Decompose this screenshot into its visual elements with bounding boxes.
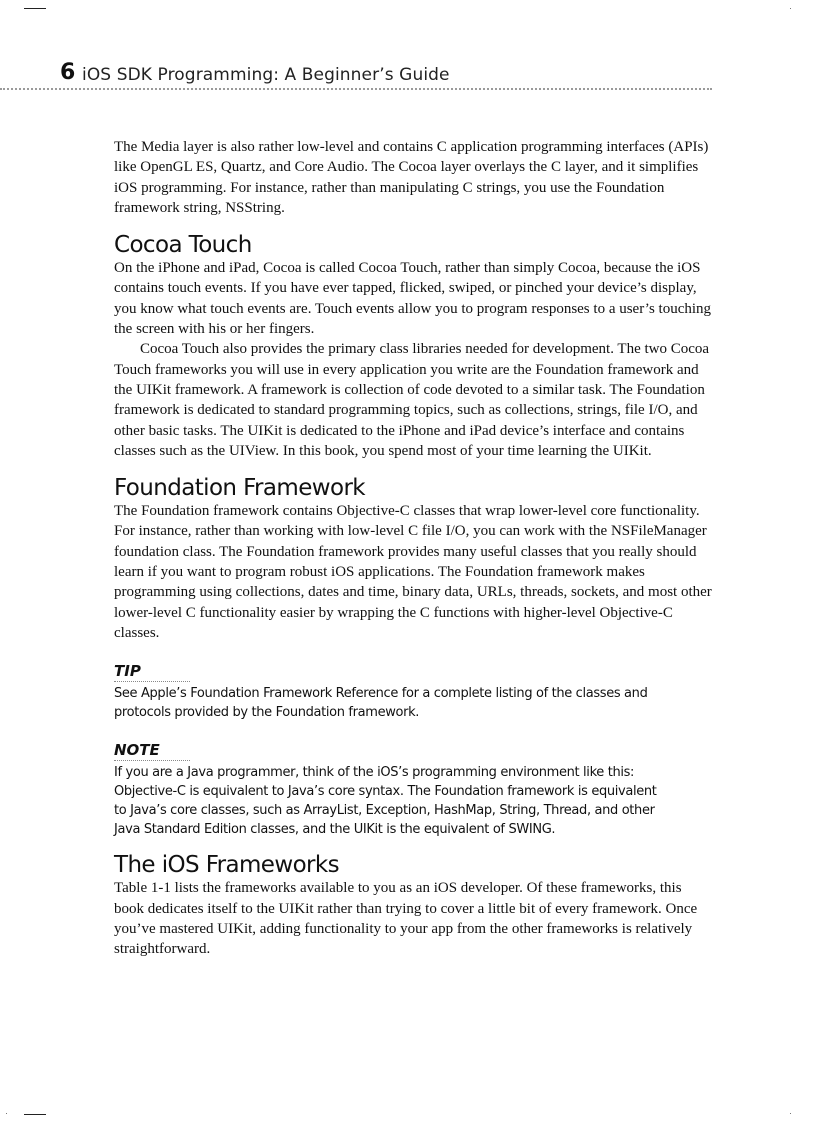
ios-frameworks-paragraph: Table 1-1 lists the frameworks available to you as an iOS developer. Of these frameworks, this book dedicates itself to the UIKit rather than trying to cover a little bit of every framework. Once you’ve mastered UIKit, adding functionality to your app from the other frameworks is relatively straightforward.: [114, 880, 698, 958]
tip-text: [114, 684, 714, 722]
cocoa-touch-paragraph-1: On the iPhone and iPad, Cocoa is called Cocoa Touch, rather than simply Cocoa, because the iOS contains touch events. If you have ever tapped, flicked, swiped, or pinched your device’s display, you know what touch events are. Touch events allow you to program responses to a user’s touching the screen with his or her fingers.: [114, 260, 712, 338]
foundation-paragraph: The Foundation framework contains Objective-C classes that wrap lower-level core functionality. For instance, rather than working with low-level C file I/O, you can work with the NSFileManager foundation class. The Foundation framework provides many useful classes that you really should learn if you want to program robust iOS applications. The Foundation framework makes programming using collections, dates and time, binary data, URLs, threads, sockets, and most other lower-level C functionality easier by wrapping the C functions with higher-level Objective-C classes.: [114, 503, 712, 641]
note-text: [114, 763, 714, 839]
note-line-3: to Java’s core classes, such as ArrayList, Exception, HashMap, String, Thread, and other: [114, 803, 655, 819]
book-title: iOS SDK Programming: A Beginner’s Guide: [82, 65, 450, 85]
tip-line-1: See Apple’s Foundation Framework Reference for a complete listing of the classes and: [114, 686, 648, 702]
tip-rule: [114, 681, 190, 682]
heading-ios-frameworks: The iOS Frameworks: [114, 852, 339, 879]
running-head: [0, 60, 712, 90]
tip-callout: [114, 661, 714, 722]
crop-mark-left-edge: [6, 1113, 7, 1114]
note-label: NOTE: [114, 741, 160, 760]
crop-mark-top-left: [24, 8, 46, 9]
note-line-1: If you are a Java programmer, think of the iOS’s programming environment like this:: [114, 765, 635, 781]
intro-paragraph: The Media layer is also rather low-level and contains C application programming interfaces (APIs) like OpenGL ES, Quartz, and Core Audio. The Cocoa layer overlays the C layer, and it simplifies iOS programming. For instance, rather than manipulating C strings, you use the Foundation framework string, NSString.: [114, 139, 709, 216]
note-line-4: Java Standard Edition classes, and the UIKit is the equivalent of SWING.: [114, 822, 556, 838]
page-content: [114, 137, 714, 959]
tip-label: TIP: [114, 662, 141, 681]
note-callout: [114, 740, 714, 839]
crop-mark-bottom-right: [790, 1113, 791, 1114]
cocoa-touch-paragraph-2: Cocoa Touch also provides the primary class libraries needed for development. The two Cocoa Touch frameworks you will use in every application you write are the Foundation framework and the UIKit framework. A framework is collection of code devoted to a similar task. The Foundation framework is dedicated to standard programming topics, such as collections, strings, file I/O, and other basic tasks. The UIKit is dedicated to the iPhone and iPad device’s interface and contains classes such as the UIView. In this book, you spend most of your time learning the UIKit.: [114, 341, 710, 459]
crop-mark-top-right: [790, 8, 791, 9]
note-rule: [114, 760, 190, 761]
crop-mark-bottom-left: [24, 1114, 46, 1115]
heading-foundation-framework: Foundation Framework: [114, 475, 366, 502]
heading-cocoa-touch: Cocoa Touch: [114, 232, 252, 259]
note-line-2: Objective-C is equivalent to Java’s core syntax. The Foundation framework is equivalent: [114, 784, 657, 800]
page-number: 6: [60, 60, 76, 85]
tip-line-2: protocols provided by the Foundation framework.: [114, 705, 420, 721]
